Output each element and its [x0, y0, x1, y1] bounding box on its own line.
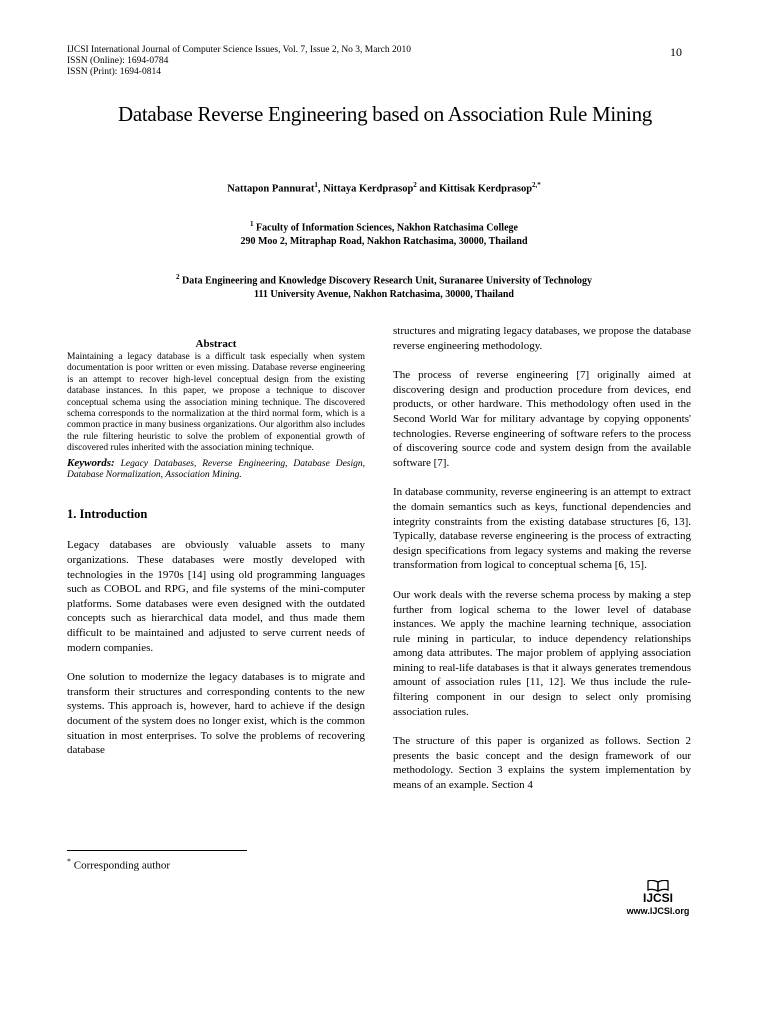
- ijcsi-logo: [622, 880, 694, 917]
- keywords: [67, 458, 365, 482]
- page-number: 10: [670, 45, 682, 59]
- author-name: Nattapon Pannurat: [227, 183, 315, 195]
- keywords-label: Keywords:: [67, 456, 115, 469]
- paragraph: In database community, reverse engineering is an attempt to extract the domain semantics such as keys, functional dependencies and integrity constraints from the existing database structures [6, 13]. Typically, database reverse engineering is the process of extracting design specifications from legacy systems and making the reverse transformation from logical to conceptual schema [6, 15].: [393, 486, 691, 572]
- footnote-divider: [67, 850, 247, 851]
- affil-mark: 2: [176, 273, 180, 281]
- issn-online: ISSN (Online): 1694-0784: [67, 56, 169, 66]
- paragraph: structures and migrating legacy databases, we propose the database reverse engineering methodology.: [393, 325, 691, 352]
- author-name: Nittaya Kerdprasop: [323, 183, 414, 195]
- affil-line: Faculty of Information Sciences, Nakhon Ratchasima College: [256, 222, 518, 234]
- section-heading: 1. Introduction: [67, 507, 148, 522]
- journal-line: IJCSI International Journal of Computer Science Issues, Vol. 7, Issue 2, No 3, March 2010: [67, 45, 411, 55]
- affil-line: 111 University Avenue, Nakhon Ratchasima, 30000, Thailand: [254, 289, 514, 301]
- abstract-heading: Abstract: [195, 338, 237, 350]
- author-affil-mark: 2,*: [532, 181, 541, 189]
- author-list: [0, 181, 768, 195]
- paper-title: Database Reverse Engineering based on Association Rule Mining: [118, 102, 652, 126]
- abstract-text: Maintaining a legacy database is a difficult task especially when system documentation is poor written or even missing. Database reverse engineering is an attempt to recover high-level conceptual design from the existing database instances. In this paper, we propose a technique to discover conceptual schema using the association mining technique. The discovered schema corresponds to the normalization at the third normal form, which is a common practice in many business organizations. Our algorithm also includes the rule filtering heuristic to solve the problem of exponential growth of discovered rules inherited with the association mining technique.: [67, 352, 365, 454]
- author-name: Kittisak Kerdprasop: [438, 183, 533, 195]
- paragraph: Legacy databases are obviously valuable assets to many organizations. These databases were mostly developed with technologies in the 1970s [14] using old programming languages such as COBOL and RPG, and file systems of the mini-computer platforms. Some databases were even designed with the outdated concepts such as hierarchical data model, and thus made them difficult to be maintained and adjusted to serve current needs of modern companies.: [67, 539, 365, 654]
- affil-line: Data Engineering and Knowledge Discovery Research Unit, Suranaree University of Technology: [182, 275, 592, 287]
- running-header: [67, 45, 411, 78]
- paragraph: The structure of this paper is organized as follows. Section 2 presents the basic concept and the design framework of our methodology. Section 3 explains the system implementation by means of an example. Section 4: [393, 735, 691, 792]
- footnote-mark: *: [67, 857, 71, 866]
- affil-mark: 1: [250, 220, 254, 228]
- author-affil-mark: 2: [413, 181, 417, 189]
- left-column: [67, 338, 365, 773]
- footnote: [67, 857, 170, 872]
- paragraph: One solution to modernize the legacy databases is to migrate and transform their structures and corresponding contents to the new systems. This approach is, however, hard to achieve if the design document of the system does no longer exist, which is the common situation in most enterprises. To solve the problems of recovering database: [67, 671, 365, 757]
- affil-line: 290 Moo 2, Mitraphap Road, Nakhon Ratchasima, 30000, Thailand: [240, 236, 528, 248]
- keywords-text: Legacy Databases, Reverse Engineering, Database Design, Database Normalization, Association Mining.: [67, 458, 365, 481]
- logo-url: www.IJCSI.org: [626, 906, 690, 916]
- paragraph: The process of reverse engineering [7] originally aimed at discovering design and production procedure from devices, end products, or other hardware. This methodology often used in the Second World War for military advantage by copying opponents' technologies. Reverse engineering of software refers to the process of discovering source code and system design from the available software [7].: [393, 369, 691, 469]
- right-column: [393, 324, 691, 808]
- author-separator: ,: [317, 183, 324, 195]
- footnote-text: Corresponding author: [73, 859, 170, 872]
- affiliation-1: [0, 217, 768, 249]
- author-affil-mark: 1: [314, 181, 318, 189]
- author-separator: and: [416, 183, 439, 195]
- paragraph: Our work deals with the reverse schema process by making a step further from logical schema to the lower level of database instances. We apply the machine learning technique, association rule mining in particular, to induce dependency relationships among data attributes. The major problem of applying association mining to real-life databases is that it always generates tremendous amount of association rules [11, 12]. We thus include the rule- filtering component in our design to select only promising association rules.: [393, 588, 691, 718]
- issn-print: ISSN (Print): 1694-0814: [67, 67, 161, 77]
- affiliation-2: [0, 270, 768, 302]
- logo-text: IJCSI: [642, 891, 673, 905]
